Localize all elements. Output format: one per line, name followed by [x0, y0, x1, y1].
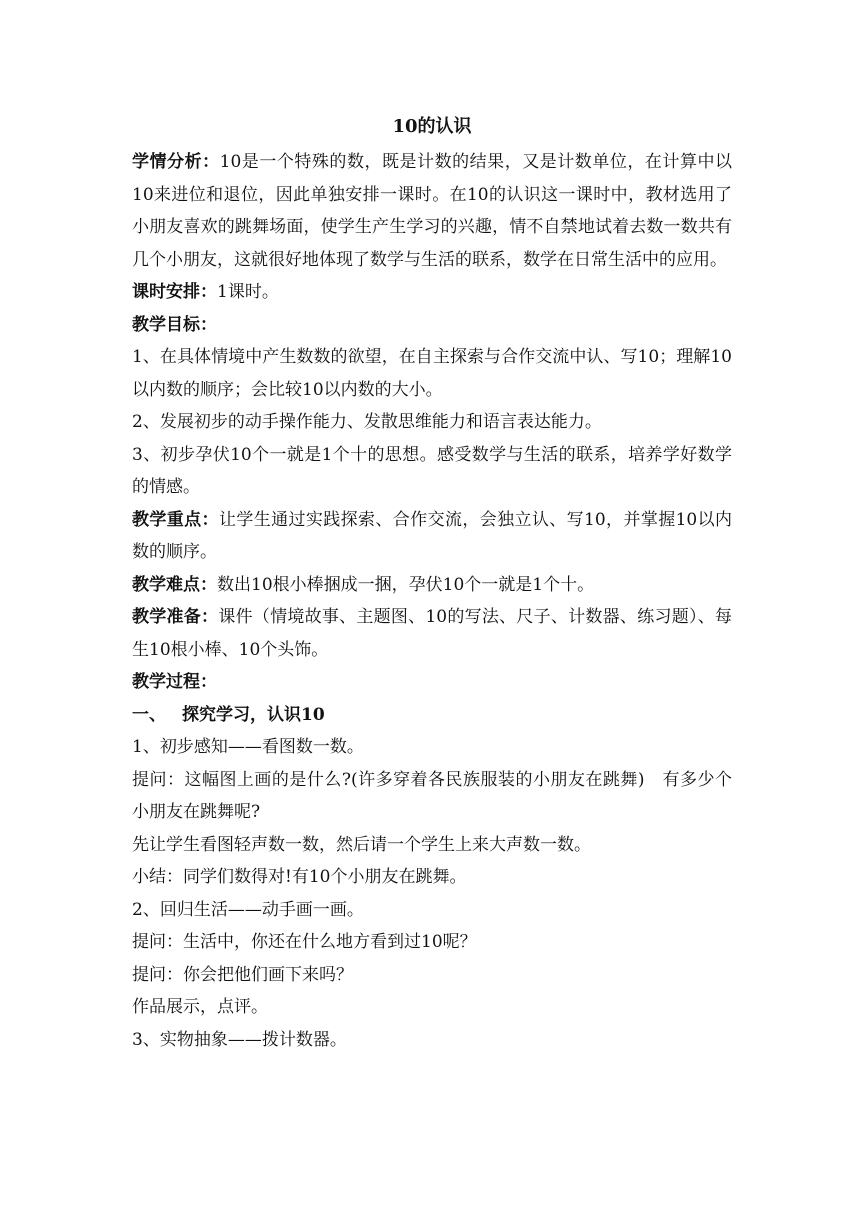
process-line-3: 先让学生看图轻声数一数，然后请一个学生上来大声数一数。 [132, 834, 591, 855]
key-points-paragraph [132, 504, 732, 569]
goal-item-2: 2、发展初步的动手操作能力、发散思维能力和语言表达能力。 [132, 412, 602, 432]
process-line-9: 3、实物抽象——拨计数器。 [132, 1029, 347, 1050]
preparation-paragraph [132, 601, 732, 666]
goals-heading: 教学目标： [132, 314, 217, 335]
analysis-text: 10是一个特殊的数，既是计数的结果，又是计数单位，在计算中以10来进位和退位，因此单独安排一课时。在10的认识这一课时中，教材选用了小朋友喜欢的跳舞场面，使学生产生学习的兴趣，情不自禁地试着去数一数共有几个小朋友，这就很好地体现了数学与生活的联系，数学在日常生活中的应用。 [132, 152, 733, 270]
process-line-5: 2、回归生活——动手画一画。 [132, 899, 364, 920]
schedule-paragraph [132, 276, 732, 309]
section-number: 一、 [132, 704, 166, 725]
preparation-label: 教学准备： [132, 607, 219, 627]
process-line-2: 提问：这幅图上画的是什么?(许多穿着各民族服装的小朋友在跳舞) 有多少个小朋友在跳舞呢? [132, 769, 732, 822]
section-title: 探究学习，认识10 [182, 704, 325, 725]
process-heading: 教学过程： [132, 672, 217, 692]
process-line-7: 提问：你会把他们画下来吗？ [132, 964, 353, 985]
key-points-text: 让学生通过实践探索、合作交流，会独立认、写10，并掌握10以内数的顺序。 [132, 509, 733, 562]
schedule-label: 课时安排： [132, 282, 217, 302]
document-page [132, 112, 732, 1056]
goal-item-1: 1、在具体情境中产生数数的欲望，在自主探索与合作交流中认、写10；理解10以内数的顺序；会比较10以内数的大小。 [132, 347, 732, 400]
process-line-4: 小结：同学们数得对!有10个小朋友在跳舞。 [132, 867, 467, 887]
section-heading [132, 699, 732, 732]
preparation-text: 课件（情境故事、主题图、10的写法、尺子、计数器、练习题）、每生10根小棒、10个头饰。 [132, 607, 732, 660]
difficulties-text: 数出10根小棒捆成一捆，孕伏10个一就是1个十。 [217, 574, 595, 595]
goal-item-3: 3、初步孕伏10个一就是1个十的思想。感受数学与生活的联系，培养学好数学的情感。 [132, 444, 732, 497]
key-points-label: 教学重点： [132, 509, 219, 530]
difficulties-paragraph [132, 569, 732, 602]
process-line-6: 提问：生活中，你还在什么地方看到过10呢？ [132, 932, 477, 952]
process-line-8: 作品展示，点评。 [132, 997, 268, 1017]
analysis-paragraph [132, 146, 732, 276]
schedule-text: 1课时。 [217, 282, 279, 302]
process-line-1: 1、初步感知——看图数一数。 [132, 737, 364, 757]
difficulties-label: 教学难点： [132, 574, 217, 595]
document-title: 10的认识 [392, 116, 472, 137]
analysis-label: 学情分析： [132, 152, 220, 172]
